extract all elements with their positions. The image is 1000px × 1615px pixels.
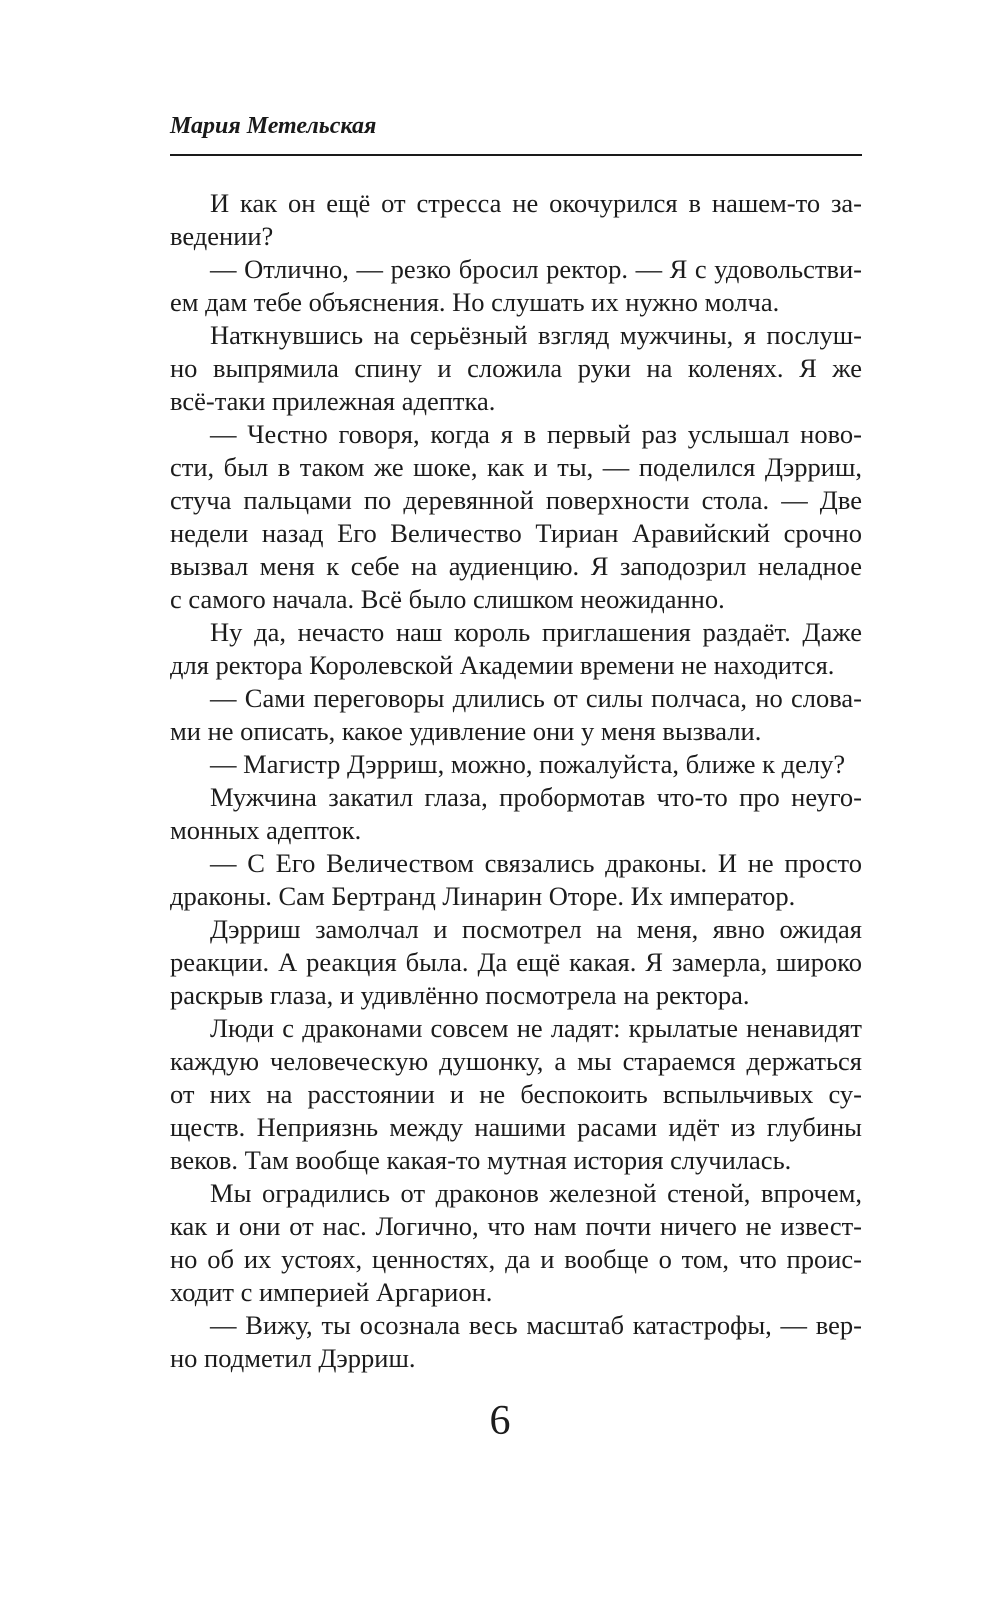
text-line: недели назад Его Величество Тириан Аравийский срочно: [170, 518, 862, 548]
body-text: [170, 0, 862, 1400]
text-line: от них на расстоянии и не беспокоить вспыльчивых су-: [170, 1079, 862, 1109]
text-line: Мы оградились от драконов железной стеной, впрочем,: [210, 1178, 862, 1208]
text-line: но выпрямила спину и сложила руки на коленях. Я же: [170, 353, 862, 383]
text-line: драконы. Сам Бертранд Линарин Оторе. Их император.: [170, 881, 796, 911]
text-line: для ректора Королевской Академии времени не находится.: [170, 650, 835, 680]
text-line: стуча пальцами по деревянной поверхности стола. — Две: [170, 485, 862, 515]
text-line: И как он ещё от стресса не окочурился в нашем-то за-: [210, 188, 862, 218]
text-line: ведении?: [170, 221, 274, 251]
text-line: — Отлично, — резко бросил ректор. — Я с удовольстви-: [210, 254, 862, 284]
text-line: Наткнувшись на серьёзный взгляд мужчины, я послуш-: [210, 320, 862, 350]
text-line: каждую человеческую душонку, а мы стараемся держаться: [170, 1046, 862, 1076]
text-line: реакции. А реакция была. Да ещё какая. Я замерла, широко: [170, 947, 862, 977]
text-line: — Сами переговоры длились от силы полчаса, но слова-: [210, 683, 862, 713]
text-line: ществ. Неприязнь между нашими расами идёт из глубины: [170, 1112, 862, 1142]
text-line: ем дам тебе объяснения. Но слушать их нужно молча.: [170, 287, 780, 317]
text-line: сти, был в таком же шоке, как и ты, — поделился Дэрриш,: [170, 452, 862, 482]
text-line: Люди с драконами совсем не ладят: крылатые ненавидят: [210, 1013, 862, 1043]
running-header-author: Мария Метельская: [170, 113, 377, 139]
text-line: монных адепток.: [170, 815, 362, 845]
text-line: Мужчина закатил глаза, пробормотав что-то про неуго-: [210, 782, 862, 812]
text-line: ходит с империей Аргарион.: [170, 1277, 493, 1307]
text-line: вызвал меня к себе на аудиенцию. Я заподозрил неладное: [170, 551, 862, 581]
page-number: 6: [489, 1398, 511, 1444]
text-line: ми не описать, какое удивление они у меня вызвали.: [170, 716, 762, 746]
text-line: как и они от нас. Логично, что нам почти ничего не извест-: [170, 1211, 862, 1241]
text-line: — Вижу, ты осознала весь масштаб катастрофы, — вер-: [210, 1310, 862, 1340]
text-line: — Честно говоря, когда я в первый раз услышал ново-: [210, 419, 862, 449]
text-line: но подметил Дэрриш.: [170, 1343, 416, 1373]
text-line: Дэрриш замолчал и посмотрел на меня, явно ожидая: [210, 914, 862, 944]
text-line: с самого начала. Всё было слишком неожиданно.: [170, 584, 725, 614]
text-line: веков. Там вообще какая-то мутная история случилась.: [170, 1145, 792, 1175]
text-line: но об их устоях, ценностях, да и вообще о том, что проис-: [170, 1244, 862, 1274]
text-line: — Магистр Дэрриш, можно, пожалуйста, ближе к делу?: [210, 749, 846, 779]
text-line: — С Его Величеством связались драконы. И не просто: [210, 848, 862, 878]
text-line: Ну да, нечасто наш король приглашения раздаёт. Даже: [210, 617, 862, 647]
text-line: раскрыв глаза, и удивлённо посмотрела на ректора.: [170, 980, 750, 1010]
text-line: всё-таки прилежная адептка.: [170, 386, 496, 416]
